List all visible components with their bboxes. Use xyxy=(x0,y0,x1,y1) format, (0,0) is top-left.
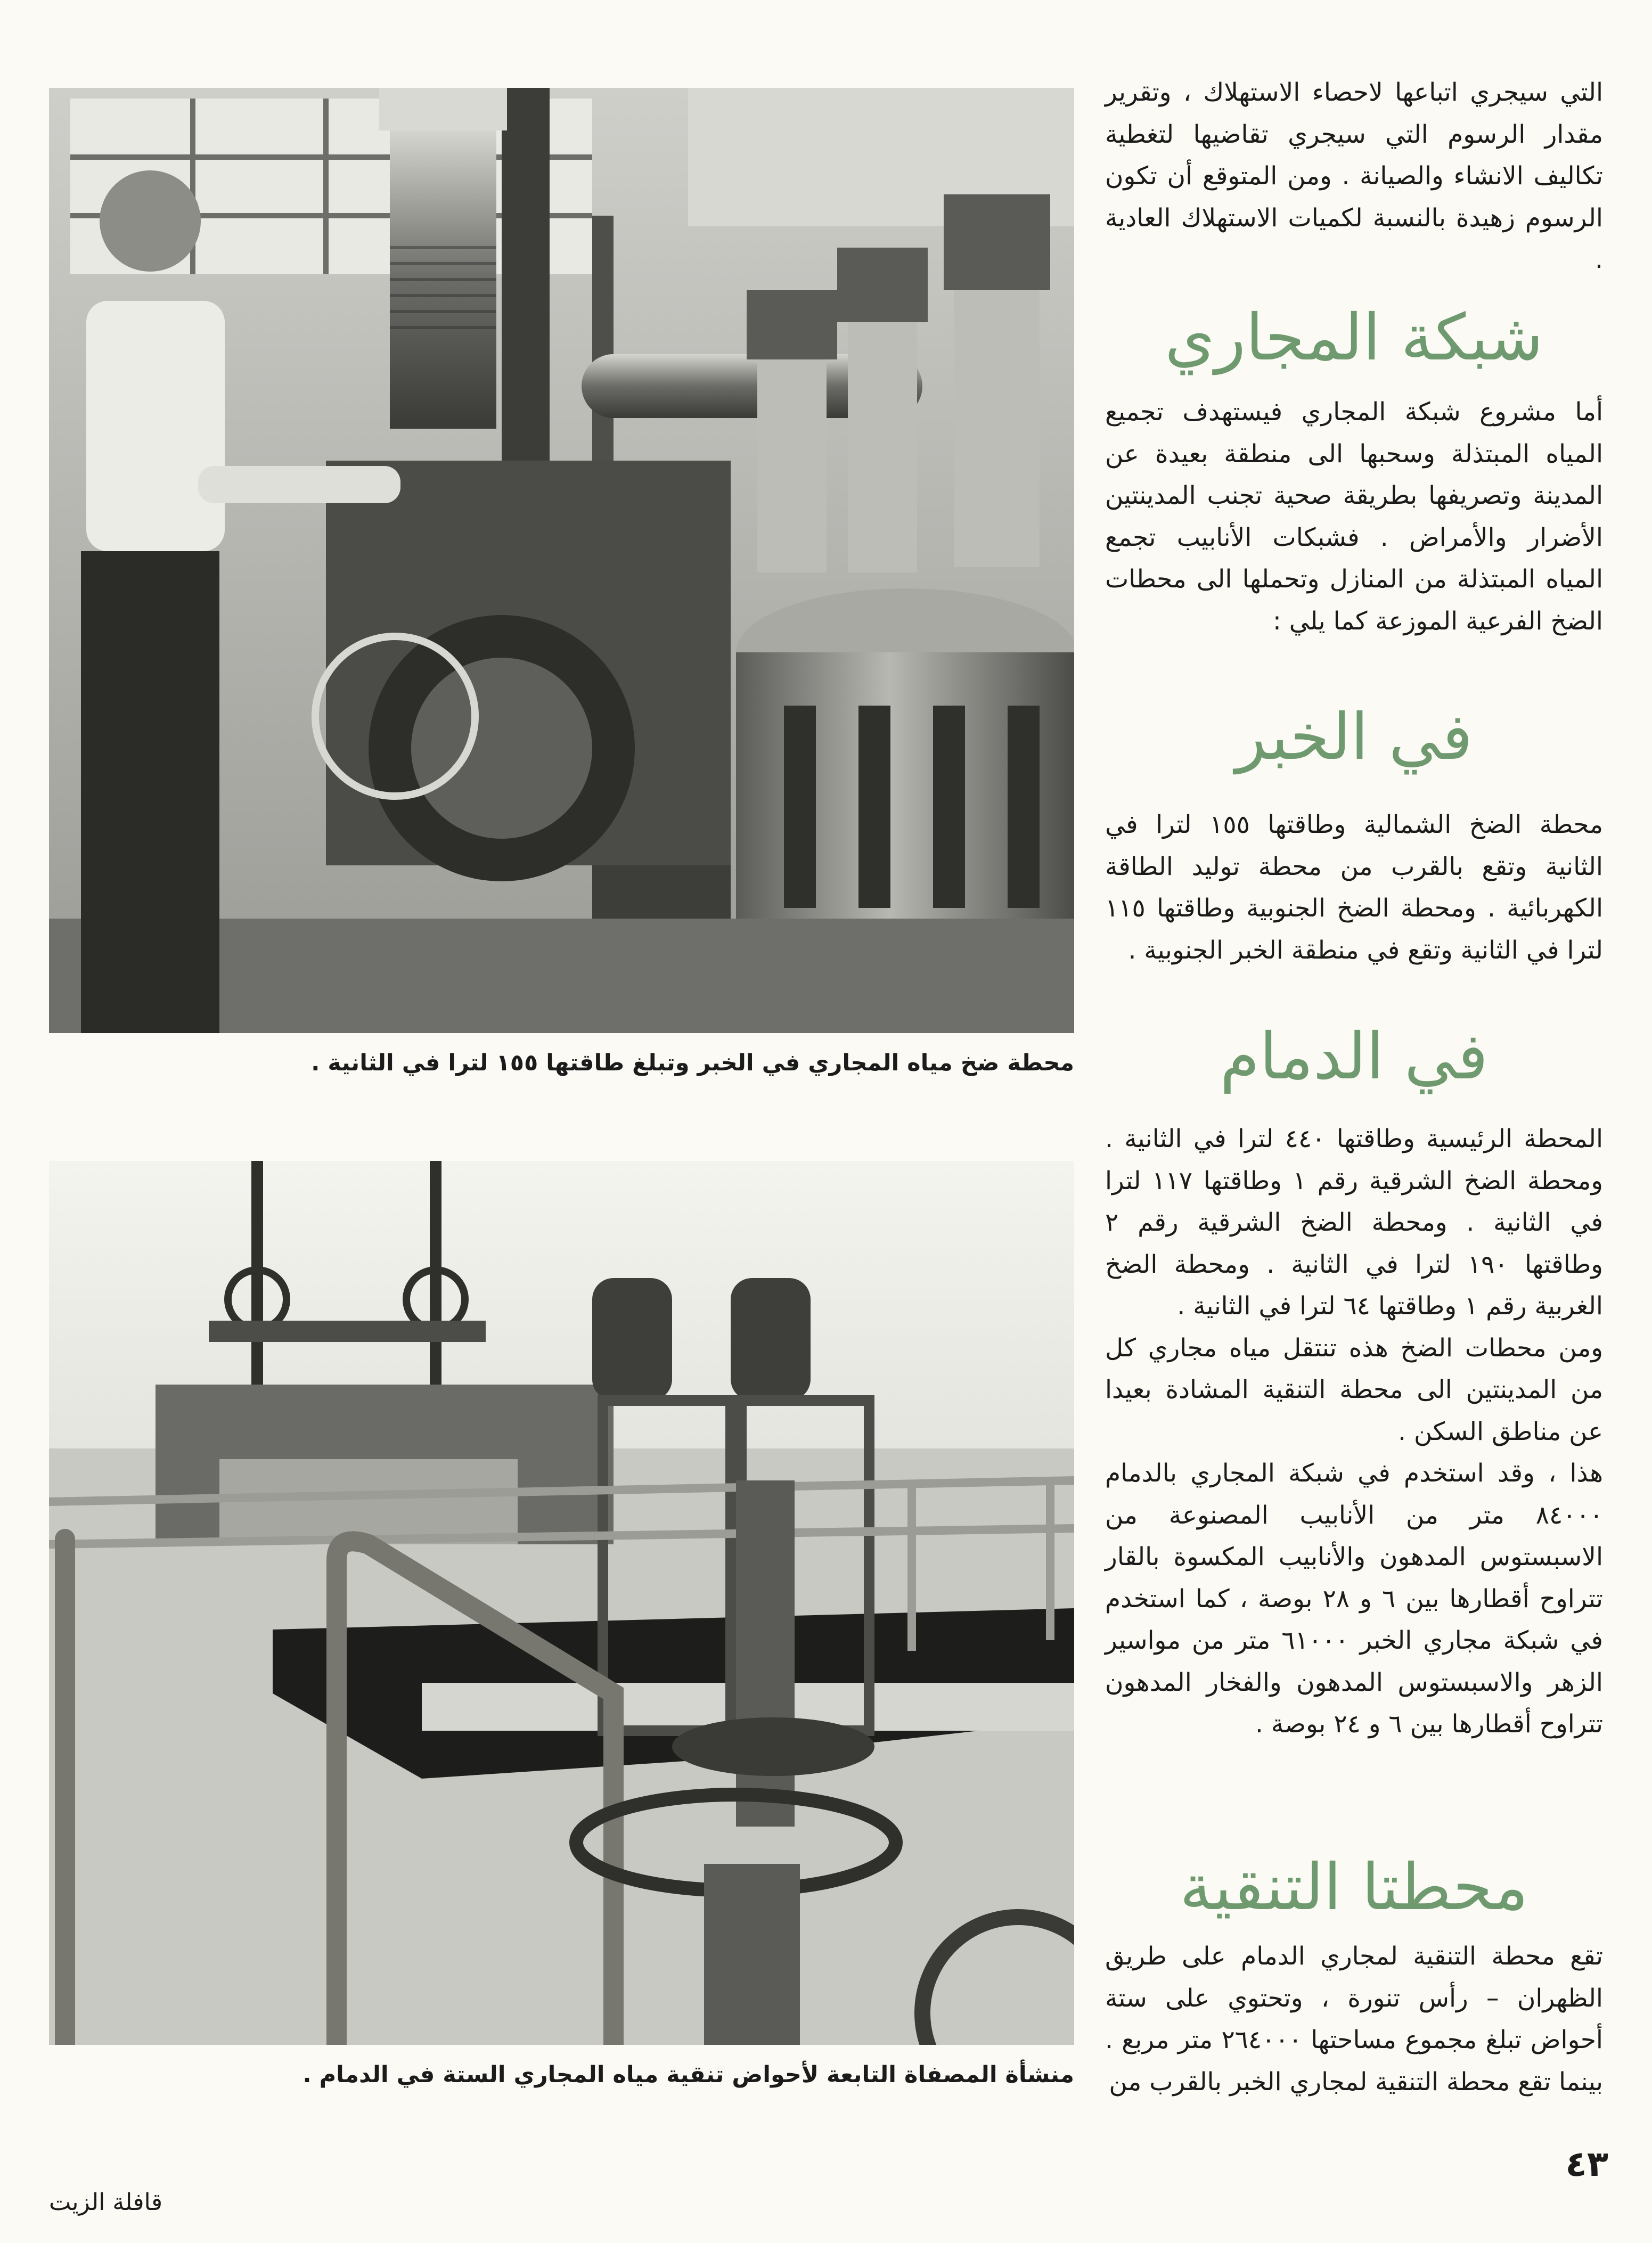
photo-caption-top: محطة ضخ مياه المجاري في الخبر وتبلغ طاقتها ١٥٥ لترا في الثانية . xyxy=(311,1050,1074,1076)
dammam-text-3: هذا ، وقد استخدم في شبكة المجاري بالدمام ٨٤٠٠٠ متر من الأنابيب المصنوعة من الاسبستوس المدهون والأنابيب المكسوة بالقار تتراوح أقطارها بين ٦ و ٢٨ بوصة ، كما استخدم في شبكة مجاري الخبر ٦١٠٠٠ متر من مواسير الزهر والاسبستوس المدهون والفخار المدهون تتراوح أقطارها بين ٦ و ٢٤ بوصة . xyxy=(1105,1459,1604,1739)
pumping-station-photo xyxy=(49,88,1074,1033)
khobar-text: محطة الضخ الشمالية وطاقتها ١٥٥ لترا في الثانية وتقع بالقرب من محطة توليد الطاقة الكهربائية . ومحطة الضخ الجنوبية وطاقتها ١١٥ لترا في الثانية وتقع في منطقة الخبر الجنوبية . xyxy=(1105,810,1603,965)
page-number: ٤٣ xyxy=(1565,2143,1608,2184)
dammam-paragraphs xyxy=(1105,1118,1603,1746)
intro-text: التي سيجري اتباعها لاحصاء الاستهلاك ، وتقرير مقدار الرسوم التي سيجري تقاضيها لتغطية تكاليف الانشاء والصيانة . ومن المتوقع أن تكون الرسوم زهيدة بالنسبة لكميات الاستهلاك العادية . xyxy=(1105,78,1603,274)
heading-khobar: في الخبر xyxy=(1235,700,1473,774)
treatment-text: تقع محطة التنقية لمجاري الدمام على طريق الظهران – رأس تنورة ، وتحتوي على ستة أحواض تبلغ مجموع مساحتها ٢٦٤٠٠٠ متر مربع . بينما تقع محطة التنقية لمجاري الخبر بالقرب من xyxy=(1105,1942,1603,2097)
khobar-paragraph xyxy=(1105,804,1603,971)
dammam-text-2: ومن محطات الضخ هذه تنتقل مياه مجاري كل من المدينتين الى محطة التنقية المشادة بعيدا عن مناطق السكن . xyxy=(1105,1333,1603,1446)
heading-treatment-plants: محطتا التنقية xyxy=(1180,1851,1528,1925)
screening-plant-photo xyxy=(49,1161,1074,2045)
sewer-text: أما مشروع شبكة المجاري فيستهدف تجميع المياه المبتذلة وسحبها الى منطقة بعيدة عن المدينة وتصريفها بطريقة صحية تجنب المدينتين الأضرار والأمراض . فشبكات الأنابيب تجمع المياه المبتذلة من المنازل وتحملها الى محطات الضخ الفرعية الموزعة كما يلي : xyxy=(1105,397,1603,636)
dammam-text-1: المحطة الرئيسية وطاقتها ٤٤٠ لترا في الثانية . ومحطة الضخ الشرقية رقم ١ وطاقتها ١١٧ لترا في الثانية . ومحطة الضخ الشرقية رقم ٢ وطاقتها ١٩٠ لترا في الثانية . ومحطة الضخ الغربية رقم ١ وطاقتها ٦٤ لترا في الثانية . xyxy=(1105,1124,1604,1321)
sewer-network-paragraph xyxy=(1105,391,1603,642)
photo-caption-bottom: منشأة المصفاة التابعة لأحواض تنقية مياه المجاري الستة في الدمام . xyxy=(302,2061,1074,2088)
magazine-footer: قافلة الزيت xyxy=(49,2189,162,2216)
treatment-paragraph xyxy=(1105,1936,1603,2103)
article-intro-paragraph xyxy=(1105,72,1603,281)
heading-dammam: في الدمام xyxy=(1220,1020,1489,1094)
heading-sewer-network: شبكة المجاري xyxy=(1165,301,1543,375)
